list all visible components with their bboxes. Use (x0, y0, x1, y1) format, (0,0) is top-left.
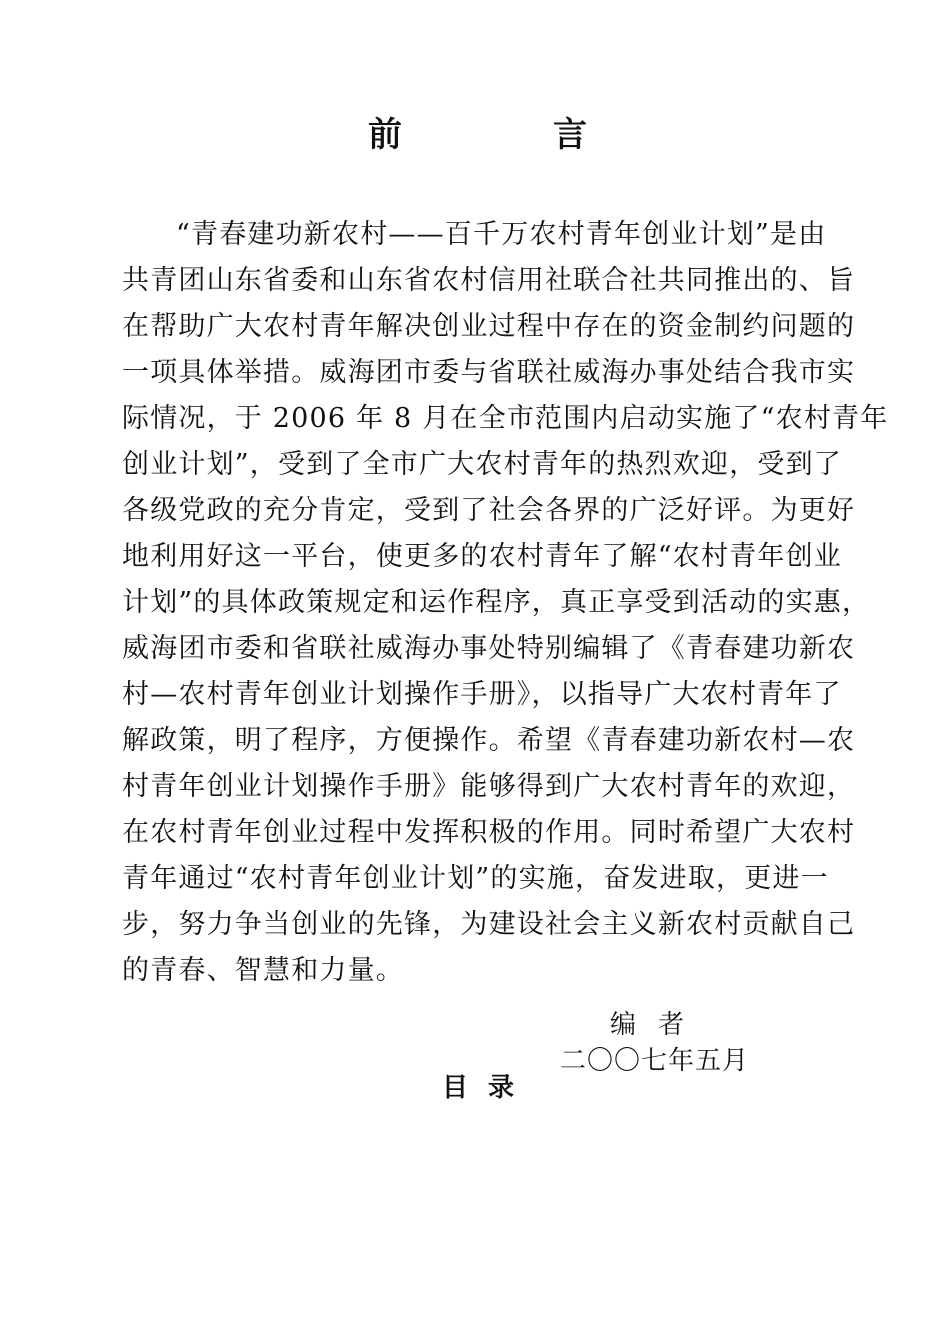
preface-line-1: “青春建功新农村——百千万农村青年创业计划”是由 (176, 219, 827, 250)
preface-line-7: 各级党政的充分肯定，受到了社会各界的广泛好评。为更好 (122, 495, 856, 526)
page-title-char-2: 言 (553, 115, 587, 155)
signature-date: 二〇〇七年五月 (560, 1046, 750, 1076)
preface-body (122, 212, 889, 994)
preface-line-17: 的青春、智慧和力量。 (122, 955, 404, 986)
preface-line-3: 在帮助广大农村青年解决创业过程中存在的资金制约问题的 (122, 311, 856, 342)
preface-line-12: 解政策，明了程序，方便操作。希望《青春建功新农村—农 (122, 725, 856, 756)
preface-line-13: 村青年创业计划操作手册》能够得到广大农村青年的欢迎， (122, 771, 856, 802)
signature-author: 编者 (610, 1010, 707, 1040)
preface-line-10: 威海团市委和省联社威海办事处特别编辑了《青春建功新农 (122, 633, 856, 664)
preface-line-15: 青年通过“农村青年创业计划”的实施，奋发进取，更进一 (122, 863, 829, 894)
preface-line-11: 村—农村青年创业计划操作手册》，以指导广大农村青年了 (122, 679, 842, 710)
toc-heading: 目录 (442, 1073, 535, 1103)
page-title-char-1: 前 (368, 115, 402, 155)
preface-line-14: 在农村青年创业过程中发挥积极的作用。同时希望广大农村 (122, 817, 856, 848)
signature-block (560, 1006, 760, 1078)
preface-line-5: 际情况，于 2006 年 8 月在全市范围内启动实施了“农村青年 (122, 403, 889, 434)
preface-line-8: 地利用好这一平台，使更多的农村青年了解“农村青年创业 (122, 541, 843, 572)
preface-line-9: 计划”的具体政策规定和运作程序，真正享受到活动的实惠， (122, 587, 871, 618)
preface-line-16: 步，努力争当创业的先锋，为建设社会主义新农村贡献自己 (122, 909, 856, 940)
preface-line-6: 创业计划”，受到了全市广大农村青年的热烈欢迎，受到了 (122, 449, 843, 480)
preface-line-2: 共青团山东省委和山东省农村信用社联合社共同推出的、旨 (122, 265, 856, 296)
page-title (0, 110, 950, 160)
preface-line-4: 一项具体举措。威海团市委与省联社威海办事处结合我市实 (122, 357, 856, 388)
